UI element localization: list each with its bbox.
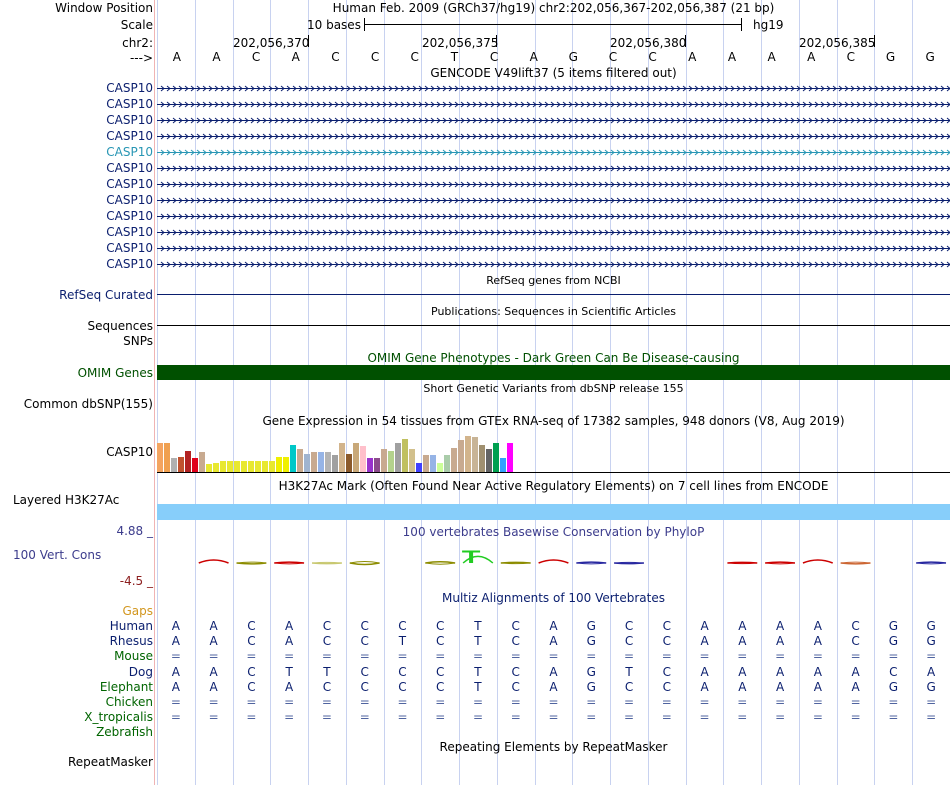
multiz-base: A bbox=[775, 619, 785, 633]
multiz-base: C bbox=[662, 679, 671, 694]
reference-base: C bbox=[648, 50, 657, 64]
multiz-base: = bbox=[359, 710, 370, 725]
gencode-transcript-line[interactable] bbox=[157, 86, 950, 91]
gtex-tissue-bar[interactable] bbox=[500, 458, 506, 472]
gtex-tissue-bar[interactable] bbox=[486, 449, 492, 472]
multiz-base: A bbox=[171, 634, 180, 649]
multiz-base: = bbox=[548, 710, 559, 725]
gtex-tissue-bar[interactable] bbox=[458, 440, 464, 472]
gencode-transcript-label[interactable]: CASP10 bbox=[106, 161, 153, 175]
multiz-base: = bbox=[888, 649, 899, 664]
gencode-transcript-line[interactable] bbox=[157, 214, 950, 219]
reference-base: C bbox=[331, 50, 340, 64]
h3k27ac-label[interactable]: Layered H3K27Ac bbox=[13, 493, 120, 507]
multiz-base: = bbox=[510, 649, 521, 664]
multiz-base: = bbox=[624, 695, 635, 709]
multiz-base: C bbox=[436, 679, 445, 694]
gtex-tissue-bar[interactable] bbox=[178, 457, 184, 472]
multiz-base: = bbox=[624, 649, 635, 664]
multiz-base: = bbox=[888, 695, 899, 709]
gtex-tissue-bar[interactable] bbox=[227, 461, 233, 472]
gtex-tissue-bar[interactable] bbox=[248, 461, 254, 472]
multiz-base: = bbox=[435, 710, 446, 725]
multiz-base: C bbox=[662, 634, 671, 649]
multiz-base: A bbox=[775, 664, 785, 679]
multiz-base: C bbox=[851, 619, 860, 633]
multiz-base: A bbox=[813, 619, 822, 633]
gencode-transcript-label[interactable]: CASP10 bbox=[106, 257, 153, 271]
multiz-species-label[interactable]: Rhesus bbox=[109, 634, 153, 649]
multiz-base: T bbox=[474, 634, 482, 649]
gencode-transcript-label[interactable]: CASP10 bbox=[106, 97, 153, 111]
reference-base: C bbox=[608, 50, 618, 64]
multiz-base: C bbox=[436, 664, 445, 679]
multiz-base: = bbox=[548, 649, 559, 664]
gtex-tissue-bar[interactable] bbox=[234, 461, 240, 472]
multiz-base: = bbox=[397, 710, 408, 725]
multiz-base: T bbox=[474, 619, 482, 633]
gtex-label[interactable]: CASP10 bbox=[106, 445, 153, 459]
multiz-base: = bbox=[586, 649, 597, 664]
multiz-base: C bbox=[511, 679, 520, 694]
gtex-tissue-bar[interactable] bbox=[283, 457, 289, 472]
multiz-base: = bbox=[624, 710, 635, 725]
multiz-base: = bbox=[737, 649, 748, 664]
reference-base: A bbox=[291, 50, 300, 64]
multiz-base: = bbox=[170, 695, 181, 709]
multiz-title: Multiz Alignments of 100 Vertebrates bbox=[441, 591, 666, 605]
multiz-base: = bbox=[284, 710, 295, 725]
gtex-tissue-bar[interactable] bbox=[269, 461, 275, 472]
multiz-base: A bbox=[851, 679, 860, 694]
multiz-base: C bbox=[360, 619, 369, 633]
multiz-base: A bbox=[700, 634, 709, 649]
gtex-tissue-bar[interactable] bbox=[472, 437, 478, 472]
conservation-min: -4.5 _ bbox=[119, 574, 153, 588]
repeatmasker-label[interactable]: RepeatMasker bbox=[67, 755, 153, 769]
multiz-base: = bbox=[359, 695, 370, 709]
reference-base: A bbox=[529, 50, 538, 64]
gencode-transcript-line[interactable] bbox=[157, 150, 950, 155]
conservation-title: 100 vertebrates Basewise Conservation by PhyloP bbox=[402, 525, 705, 539]
gencode-transcript-label[interactable]: CASP10 bbox=[106, 145, 153, 159]
gencode-transcript-label[interactable]: CASP10 bbox=[106, 241, 153, 255]
multiz-base: = bbox=[472, 695, 484, 709]
multiz-base: T bbox=[625, 664, 633, 679]
multiz-base: C bbox=[662, 619, 671, 633]
multiz-base: A bbox=[775, 679, 785, 694]
gtex-tissue-bar[interactable] bbox=[353, 443, 359, 472]
reference-base: A bbox=[688, 50, 697, 64]
multiz-base: = bbox=[737, 695, 748, 709]
multiz-base: G bbox=[586, 634, 596, 649]
multiz-base: A bbox=[775, 634, 785, 649]
multiz-base: = bbox=[812, 649, 823, 664]
scale-label: Scale bbox=[120, 18, 153, 32]
gencode-transcript-line[interactable] bbox=[157, 102, 950, 107]
multiz-base: A bbox=[549, 619, 558, 633]
multiz-base: = bbox=[510, 695, 521, 709]
gtex-tissue-bar[interactable] bbox=[381, 449, 387, 472]
conservation-peak bbox=[469, 551, 473, 563]
reference-base: C bbox=[410, 50, 419, 64]
gtex-tissue-bar[interactable] bbox=[199, 452, 205, 472]
gtex-tissue-bar[interactable] bbox=[220, 461, 226, 472]
multiz-base: A bbox=[209, 634, 218, 649]
multiz-base: C bbox=[247, 679, 256, 694]
assembly-label: hg19 bbox=[753, 18, 784, 32]
gtex-tissue-bar[interactable] bbox=[318, 452, 324, 472]
multiz-base: C bbox=[851, 634, 860, 649]
reference-base: C bbox=[370, 50, 380, 64]
gtex-tissue-bar[interactable] bbox=[325, 452, 331, 472]
gtex-tissue-bar[interactable] bbox=[206, 464, 212, 472]
multiz-base: A bbox=[851, 664, 860, 679]
gtex-tissue-bar[interactable] bbox=[241, 461, 247, 472]
multiz-base: = bbox=[435, 649, 446, 664]
gtex-bars[interactable] bbox=[157, 436, 513, 472]
multiz-base: C bbox=[322, 634, 332, 649]
multiz-base: = bbox=[321, 695, 332, 709]
gencode-transcript-line[interactable] bbox=[157, 134, 950, 139]
multiz-base: G bbox=[888, 679, 898, 694]
multiz-base: = bbox=[208, 649, 219, 664]
multiz-base: A bbox=[700, 679, 709, 694]
reference-base: C bbox=[489, 50, 499, 64]
gtex-tissue-bar[interactable] bbox=[493, 443, 499, 472]
chrom-label: chr2: bbox=[122, 36, 153, 50]
multiz-base: G bbox=[926, 679, 936, 694]
dbsnp-label[interactable]: Common dbSNP(155) bbox=[23, 397, 153, 411]
multiz-base: A bbox=[738, 679, 747, 694]
multiz-base: G bbox=[586, 679, 596, 694]
gtex-tissue-bar[interactable] bbox=[297, 449, 303, 472]
multiz-base: A bbox=[549, 634, 558, 649]
publications-label[interactable]: Sequences bbox=[87, 319, 153, 333]
multiz-base: = bbox=[661, 710, 672, 725]
publications-title: Publications: Sequences in Scientific Articles bbox=[431, 305, 676, 318]
multiz-base: T bbox=[398, 634, 407, 649]
reference-base: G bbox=[885, 50, 896, 64]
multiz-base: C bbox=[624, 634, 634, 649]
multiz-base: = bbox=[812, 695, 823, 709]
multiz-base: A bbox=[813, 634, 822, 649]
multiz-base: = bbox=[170, 649, 181, 664]
multiz-base: = bbox=[435, 695, 446, 709]
gtex-tissue-bar[interactable] bbox=[213, 463, 219, 472]
reference-base: C bbox=[251, 50, 261, 64]
multiz-base: C bbox=[247, 664, 256, 679]
gencode-transcript-label[interactable]: CASP10 bbox=[106, 129, 153, 143]
gtex-tissue-bar[interactable] bbox=[304, 454, 310, 472]
gtex-tissue-bar[interactable] bbox=[171, 458, 177, 472]
multiz-base: = bbox=[170, 710, 181, 725]
gtex-tissue-bar[interactable] bbox=[465, 436, 471, 472]
gtex-tissue-bar[interactable] bbox=[479, 445, 485, 472]
multiz-base: A bbox=[285, 679, 294, 694]
multiz-species-label[interactable]: Zebrafish bbox=[96, 725, 153, 740]
omim-label[interactable]: OMIM Genes bbox=[77, 366, 153, 380]
gencode-transcript-line[interactable] bbox=[157, 230, 950, 235]
multiz-base: = bbox=[208, 695, 219, 709]
gencode-transcript-label[interactable]: CASP10 bbox=[106, 177, 153, 191]
multiz-base: = bbox=[284, 649, 295, 664]
multiz-base: C bbox=[511, 634, 520, 649]
multiz-base: C bbox=[398, 679, 407, 694]
reference-base: A bbox=[767, 50, 776, 64]
gtex-tissue-bar[interactable] bbox=[164, 443, 170, 472]
multiz-base: C bbox=[247, 619, 256, 633]
multiz-base: C bbox=[247, 634, 256, 649]
multiz-base: A bbox=[738, 619, 747, 633]
window-position-text: Human Feb. 2009 (GRCh37/hg19) chr2:202,056,367-202,056,387 (21 bp) bbox=[332, 1, 775, 15]
multiz-base: = bbox=[737, 710, 748, 725]
multiz-base: = bbox=[397, 695, 408, 709]
multiz-base: = bbox=[888, 710, 899, 725]
gtex-tissue-bar[interactable] bbox=[157, 443, 163, 472]
multiz-base: C bbox=[360, 634, 369, 649]
multiz-base: C bbox=[511, 619, 520, 633]
multiz-base: C bbox=[322, 619, 332, 633]
gtex-tissue-bar[interactable] bbox=[339, 443, 345, 472]
reference-base: A bbox=[807, 50, 816, 64]
gtex-tissue-bar[interactable] bbox=[437, 463, 443, 472]
snps-label[interactable]: SNPs bbox=[123, 334, 153, 348]
multiz-base: A bbox=[738, 664, 747, 679]
multiz-base: = bbox=[548, 695, 559, 709]
omim-title: OMIM Gene Phenotypes - Dark Green Can Be Disease-causing bbox=[367, 351, 740, 365]
multiz-base: = bbox=[699, 710, 710, 725]
multiz-base: G bbox=[926, 634, 936, 649]
multiz-species-label[interactable]: Elephant bbox=[99, 679, 153, 694]
multiz-base: C bbox=[889, 664, 898, 679]
multiz-base: C bbox=[322, 679, 332, 694]
conservation-label[interactable]: 100 Vert. Cons bbox=[13, 548, 102, 562]
multiz-base: A bbox=[171, 619, 180, 633]
gtex-tissue-bar[interactable] bbox=[262, 461, 268, 472]
multiz-species-label[interactable]: X_tropicalis bbox=[84, 710, 153, 725]
multiz-base: = bbox=[284, 695, 295, 709]
reference-base: A bbox=[172, 50, 181, 64]
multiz-base: A bbox=[700, 619, 709, 633]
dbsnp-title: Short Genetic Variants from dbSNP release 155 bbox=[423, 382, 684, 395]
multiz-base: A bbox=[285, 619, 294, 633]
gtex-tissue-bar[interactable] bbox=[409, 449, 415, 472]
gencode-transcript-label[interactable]: CASP10 bbox=[106, 193, 153, 207]
multiz-base: = bbox=[246, 695, 257, 709]
gtex-tissue-bar[interactable] bbox=[430, 455, 436, 472]
multiz-base: C bbox=[624, 679, 634, 694]
gtex-tissue-bar[interactable] bbox=[423, 455, 429, 472]
multiz-base: A bbox=[171, 664, 180, 679]
multiz-base: C bbox=[624, 619, 634, 633]
multiz-species-label[interactable]: Human bbox=[109, 619, 153, 633]
multiz-base: A bbox=[209, 679, 218, 694]
multiz-base: = bbox=[586, 695, 597, 709]
reference-base: G bbox=[925, 50, 935, 64]
gaps-label: Gaps bbox=[122, 604, 153, 618]
multiz-base: = bbox=[699, 649, 710, 664]
multiz-species-label[interactable]: Dog bbox=[128, 664, 153, 679]
gtex-tissue-bar[interactable] bbox=[388, 451, 394, 472]
multiz-species-label[interactable]: Mouse bbox=[114, 649, 153, 664]
gtex-tissue-bar[interactable] bbox=[346, 454, 352, 472]
gencode-transcript-label[interactable]: CASP10 bbox=[106, 81, 153, 95]
multiz-base: T bbox=[474, 679, 482, 694]
multiz-base: C bbox=[511, 664, 520, 679]
multiz-base: T bbox=[323, 664, 331, 679]
multiz-base: = bbox=[321, 710, 332, 725]
multiz-base: = bbox=[850, 710, 861, 725]
gencode-transcript-line[interactable] bbox=[157, 118, 950, 123]
multiz-base: = bbox=[472, 710, 484, 725]
multiz-base: G bbox=[926, 619, 936, 633]
gencode-transcript-line[interactable] bbox=[157, 166, 950, 171]
gtex-tissue-bar[interactable] bbox=[416, 463, 422, 472]
gtex-tissue-bar[interactable] bbox=[360, 446, 366, 472]
gencode-transcript-line[interactable] bbox=[157, 262, 950, 267]
multiz-base: = bbox=[208, 710, 219, 725]
conservation-max: 4.88 _ bbox=[116, 524, 153, 538]
gencode-transcript-line[interactable] bbox=[157, 182, 950, 187]
gtex-tissue-bar[interactable] bbox=[444, 455, 450, 472]
multiz-base: A bbox=[738, 634, 747, 649]
reference-base: A bbox=[727, 50, 737, 64]
gencode-transcript-label[interactable]: CASP10 bbox=[106, 209, 153, 223]
gtex-tissue-bar[interactable] bbox=[451, 448, 457, 472]
multiz-base: = bbox=[661, 649, 672, 664]
multiz-base: G bbox=[888, 634, 898, 649]
multiz-base: A bbox=[171, 679, 180, 694]
refseq-title: RefSeq genes from NCBI bbox=[486, 274, 621, 287]
multiz-base: = bbox=[359, 649, 370, 664]
multiz-base: A bbox=[927, 664, 936, 679]
multiz-base: = bbox=[775, 695, 786, 709]
gencode-transcript-label[interactable]: CASP10 bbox=[106, 225, 153, 239]
gtex-title: Gene Expression in 54 tissues from GTEx RNA-seq of 17382 samples, 948 donors (V8, Aug 2019) bbox=[262, 414, 845, 428]
multiz-base: A bbox=[813, 679, 822, 694]
reference-base: A bbox=[212, 50, 221, 64]
reference-base: G bbox=[568, 50, 578, 64]
multiz-base: = bbox=[926, 710, 937, 725]
multiz-base: G bbox=[586, 619, 596, 633]
gtex-tissue-bar[interactable] bbox=[507, 443, 513, 472]
multiz-base: A bbox=[813, 664, 822, 679]
multiz-base: = bbox=[246, 710, 257, 725]
multiz-base: = bbox=[850, 649, 861, 664]
multiz-base: C bbox=[360, 679, 369, 694]
multiz-base: C bbox=[360, 664, 369, 679]
gtex-tissue-bar[interactable] bbox=[374, 458, 380, 472]
repeatmasker-title: Repeating Elements by RepeatMasker bbox=[439, 740, 668, 754]
multiz-base: = bbox=[472, 649, 484, 664]
multiz-base: A bbox=[285, 634, 294, 649]
h3k27ac-title: H3K27Ac Mark (Often Found Near Active Regulatory Elements) on 7 cell lines from ENCODE bbox=[278, 479, 829, 493]
multiz-base: A bbox=[700, 664, 709, 679]
gtex-tissue-bar[interactable] bbox=[276, 457, 282, 472]
coord-label: 202,056,375 bbox=[422, 36, 499, 50]
multiz-base: C bbox=[436, 619, 445, 633]
gtex-tissue-bar[interactable] bbox=[311, 452, 317, 472]
scale-text: 10 bases bbox=[307, 18, 361, 32]
multiz-base: = bbox=[926, 695, 937, 709]
coord-label: 202,056,380 bbox=[610, 36, 687, 50]
gencode-title: GENCODE V49lift37 (5 items filtered out) bbox=[430, 66, 677, 80]
multiz-base: = bbox=[246, 649, 257, 664]
multiz-base: C bbox=[398, 664, 407, 679]
multiz-base: A bbox=[209, 664, 218, 679]
multiz-base: C bbox=[398, 619, 407, 633]
multiz-base: = bbox=[661, 695, 672, 709]
multiz-base: = bbox=[850, 695, 861, 709]
gtex-tissue-bar[interactable] bbox=[185, 451, 191, 472]
multiz-base: = bbox=[775, 710, 786, 725]
multiz-base: = bbox=[775, 649, 786, 664]
multiz-base: A bbox=[549, 664, 558, 679]
coord-label: 202,056,370 bbox=[233, 36, 310, 50]
gtex-tissue-bar[interactable] bbox=[255, 461, 261, 472]
gencode-transcript-line[interactable] bbox=[157, 198, 950, 203]
multiz-base: T bbox=[285, 664, 293, 679]
reference-base: T bbox=[450, 50, 459, 64]
multiz-base: T bbox=[474, 664, 482, 679]
omim-bar[interactable] bbox=[157, 365, 950, 380]
multiz-base: = bbox=[812, 710, 823, 725]
gtex-tissue-bar[interactable] bbox=[367, 458, 373, 472]
gtex-tissue-bar[interactable] bbox=[332, 455, 338, 472]
strand-arrow-label: ---> bbox=[129, 51, 153, 65]
multiz-base: A bbox=[209, 619, 218, 633]
gtex-tissue-bar[interactable] bbox=[192, 458, 198, 472]
multiz-base: = bbox=[397, 649, 408, 664]
window-position-label: Window Position bbox=[55, 1, 153, 15]
scale-bar bbox=[364, 18, 742, 31]
multiz-species-label[interactable]: Chicken bbox=[105, 695, 153, 709]
gencode-transcript-label[interactable]: CASP10 bbox=[106, 113, 153, 127]
multiz-base: A bbox=[549, 679, 558, 694]
gtex-tissue-bar[interactable] bbox=[402, 439, 408, 472]
multiz-base: = bbox=[926, 649, 937, 664]
reference-base: C bbox=[846, 50, 856, 64]
h3k27ac-signal[interactable] bbox=[157, 504, 950, 520]
multiz-base: C bbox=[662, 664, 671, 679]
multiz-base: G bbox=[586, 664, 596, 679]
gencode-transcript-line[interactable] bbox=[157, 246, 950, 251]
multiz-base: = bbox=[510, 710, 521, 725]
multiz-base: G bbox=[888, 619, 898, 633]
multiz-base: = bbox=[586, 710, 597, 725]
multiz-base: = bbox=[321, 649, 332, 664]
multiz-base: C bbox=[436, 634, 445, 649]
multiz-base: = bbox=[699, 695, 710, 709]
coord-label: 202,056,385 bbox=[799, 36, 876, 50]
gtex-tissue-bar[interactable] bbox=[395, 443, 401, 472]
gtex-tissue-bar[interactable] bbox=[290, 445, 296, 472]
refseq-label[interactable]: RefSeq Curated bbox=[59, 288, 153, 302]
